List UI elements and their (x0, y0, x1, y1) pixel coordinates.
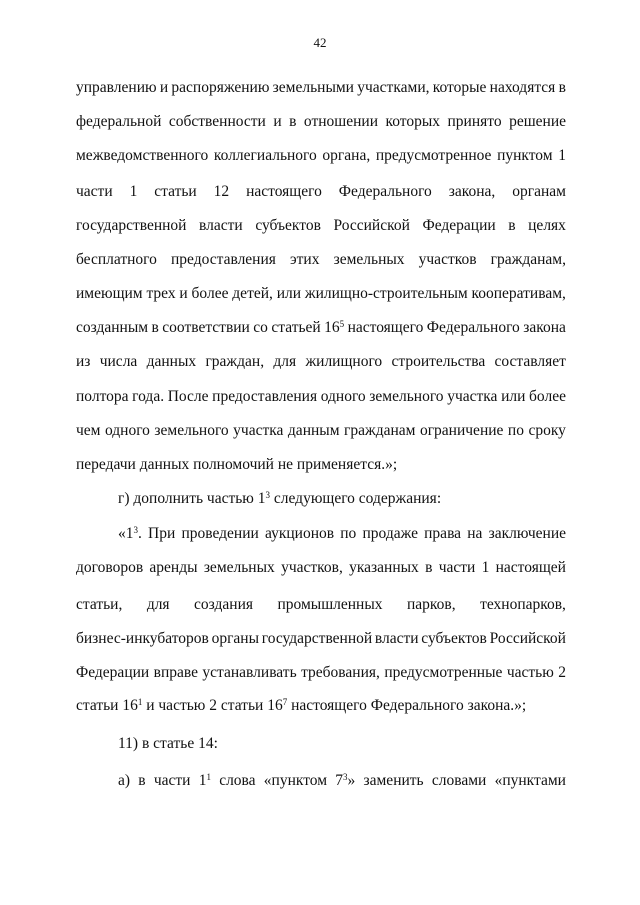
text-line: 11) в статье 14: (118, 735, 218, 752)
text-line: государственной власти субъектов Российской Федерации в целях (76, 217, 566, 234)
text-line: имеющим трех и более детей, или жилищно-строительным кооперативам, (76, 285, 566, 302)
text-line: чем одного земельного участка данным гражданам ограничение по сроку (76, 422, 566, 439)
text-line: бесплатного предоставления этих земельных участков гражданам, (76, 251, 566, 268)
text-line: передачи данных полномочий не применяется.»; (76, 456, 398, 473)
text-line: статьи $16^1$ и частью 2 статьи $16^7$ настоящего Федерального закона.»; (76, 697, 527, 714)
text-line: Федерации вправе устанавливать требования, предусмотренные частью 2 (76, 664, 566, 681)
text-line: статьи, для создания промышленных парков, технопарков, (76, 596, 566, 613)
text-line: части 1 статьи 12 настоящего Федерального закона, органам (76, 183, 566, 200)
text-line: г) дополнить частью $1^3$ следующего содержания: (118, 490, 442, 507)
page-number: 42 (313, 35, 327, 50)
text-line: созданным в соответствии со статьей $16^5$ настоящего Федерального закона (76, 319, 566, 336)
text-line: управлению и распоряжению земельными участками, которые находятся в (76, 79, 566, 96)
text-line: из числа данных граждан, для жилищного строительства составляет (76, 353, 566, 370)
text-line: а) в части $1^1$ слова «пунктом $7^3$» заменить словами «пунктами (118, 772, 566, 789)
text-line: полтора года. После предоставления одного земельного участка или более (76, 388, 566, 405)
text-line: федеральной собственности и в отношении которых принято решение (76, 113, 566, 130)
text-line: межведомственного коллегиального органа, предусмотренное пунктом 1 (76, 147, 566, 164)
text-line: «$1^3$. При проведении аукционов по продаже права на заключение (118, 525, 566, 542)
text-line: договоров аренды земельных участков, указанных в части 1 настоящей (76, 559, 566, 576)
text-line: бизнес-инкубаторов органы государственной власти субъектов Российской (76, 630, 566, 647)
